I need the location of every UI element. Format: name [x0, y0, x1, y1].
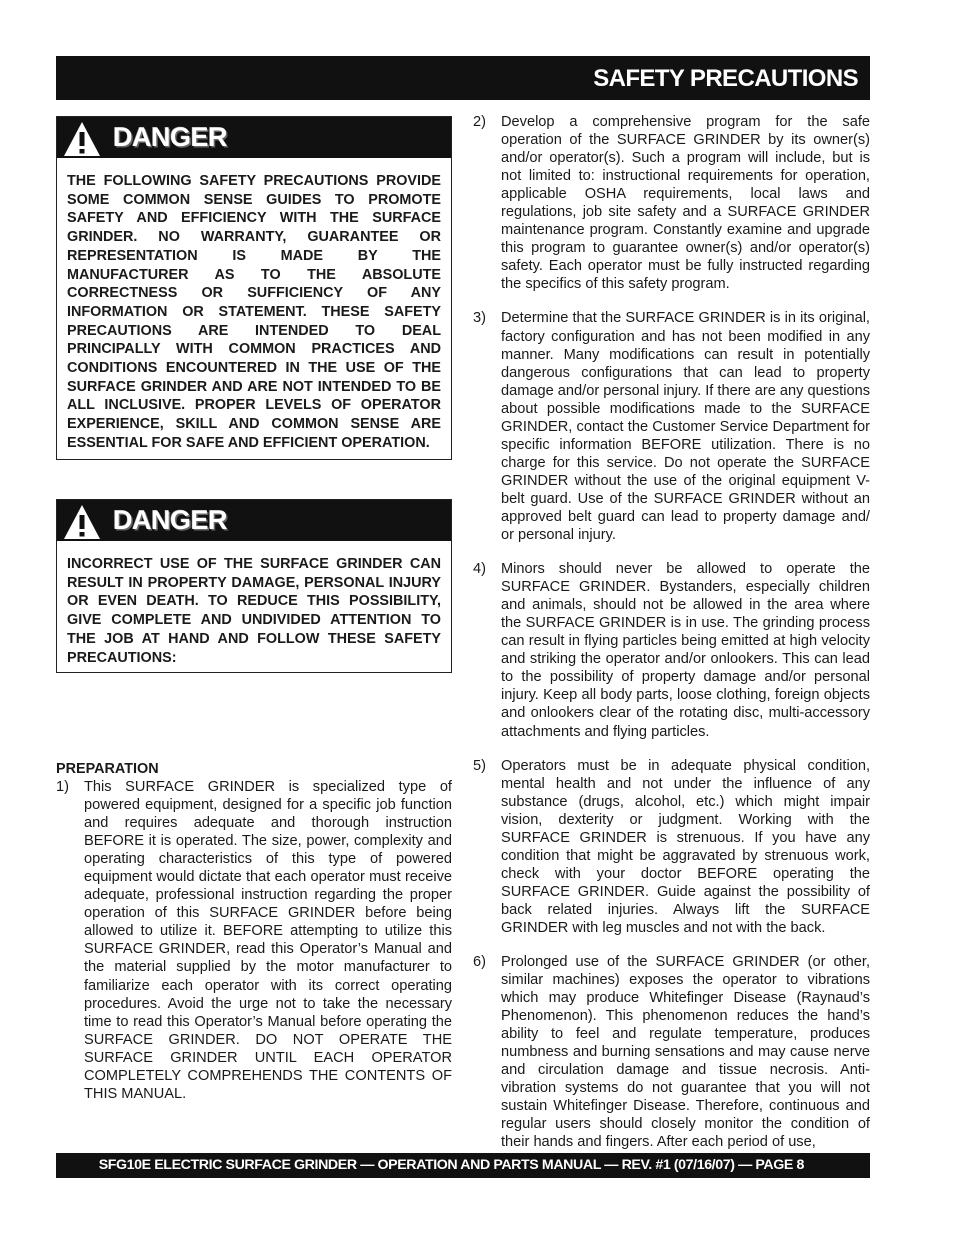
item-number: 4): [473, 561, 486, 578]
list-item: [473, 113, 870, 293]
item-number: 5): [473, 757, 486, 774]
item-text: Minors should never be allowed to operate the SURFACE GRINDER. Bystanders, especially children and animals, should not be allowed in the area where the SURFACE GRINDER is in use. The grinding process can result in flying particles being emitted at high velocity and striking the operator and/or onlookers. This can lead to the possibility of property damage and/or personal injury. Keep all body parts, loose clothing, foreign objects and onlookers clear of the rotating disc, multi-accessory attachments and flying particles.: [501, 561, 870, 740]
danger-text: INCORRECT USE OF THE SURFACE GRINDER CAN RESULT IN PROPERTY DAMAGE, PERSONAL INJURY OR EVEN DEATH. TO REDUCE THIS POSSIBILITY, GIVE COMPLETE AND UNDIVIDED ATTENTION TO THE JOB AT HAND AND FOLLOW THESE SAFETY PRECAUTIONS:: [67, 556, 441, 666]
item-number: 1): [56, 779, 69, 795]
list-item: [473, 309, 870, 544]
danger-label: DANGER: [113, 122, 228, 152]
item-text: Prolonged use of the SURFACE GRINDER (or other, similar machines) exposes the operator to vibrations which may produce Whitefinger Disease (Raynaud’s Phenomenon). This phenomenon reduces the hand’s ability to feel and regulate temperature, produces numbness and burning sensations and may cause nerve and circulation damage and tissue necrosis. Anti-vibration systems do not guarantee that you will not sustain Whitefinger Disease. Therefore, continuous and regular users should closely monitor the condition of their hands and fingers. After each period of use,: [501, 954, 870, 1151]
footer-text: SFG10E ELECTRIC SURFACE GRINDER — OPERATION AND PARTS MANUAL — REV. #1 (07/16/07) — PAGE 8: [98, 1157, 804, 1173]
list-item: [473, 560, 870, 740]
warning-triangle-icon: [63, 121, 101, 157]
danger-label: DANGER: [113, 505, 228, 535]
danger-box-disclaimer: [56, 116, 452, 460]
list-item: [473, 757, 870, 937]
item-number: 6): [473, 954, 486, 971]
item-text: This SURFACE GRINDER is specialized type of powered equipment, designed for a specific job function and requires adequate and thorough instruction BEFORE it is operated. The size, power, complexity and operating characteristics of this type of powered equipment would dictate that each operator must receive adequate, professional instruction regarding the proper operation of this SURFACE GRINDER before being allowed to utilize it. BEFORE attempting to utilize this SURFACE GRINDER, read this Operator’s Manual and the material supplied by the motor manufacturer to familiarize each operator with its correct operating procedures. Avoid the urge not to take the necessary time to read this Operator’s Manual before operating the SURFACE GRINDER. DO NOT OPERATE THE SURFACE GRINDER UNTIL EACH OPERATOR COMPLETELY COMPREHENDS THE CONTENTS OF THIS MANUAL.: [84, 779, 452, 1102]
section-heading: PREPARATION: [56, 761, 159, 777]
item-text: Determine that the SURFACE GRINDER is in its original, factory configuration and has not been modified in any manner. Many modifications can result in potentially dangerous configurations that can lead to property damage and/or personal injury. If there are any questions about possible modifications made to the SURFACE GRINDER, contact the Customer Service Department for specific information BEFORE utilization. There is no charge for this service. Do not operate the SURFACE GRINDER without the use of the original equipment V-belt guard. Use of the SURFACE GRINDER without an approved belt guard can lead to property damage and/ or personal injury.: [501, 310, 870, 544]
page-footer-bar: [56, 1153, 870, 1178]
item-text: Develop a comprehensive program for the safe operation of the SURFACE GRINDER by its owner(s) and/or operator(s). Such a program will include, but is not limited to: instructional requirements for operation, applicable OSHA requirements, local laws and regulations, job site safety and a SURFACE GRINDER maintenance program. Constantly examine and upgrade this program to guarantee owner(s) and/or operator(s) safety. Each operator must be fully instructed regarding the specifics of this safety program.: [501, 114, 870, 293]
preparation-section: [56, 760, 452, 1103]
list-item: [56, 778, 452, 1103]
item-number: 2): [473, 114, 486, 130]
page-header-bar: [56, 56, 870, 100]
danger-box-incorrect-use: [56, 499, 452, 673]
danger-text: THE FOLLOWING SAFETY PRECAUTIONS PROVIDE SOME COMMON SENSE GUIDES TO PROMOTE SAFETY AND EFFICIENCY WITH THE SURFACE GRINDER. NO WARRANTY, GUARANTEE OR REPRESENTATION IS MADE BY THE MANUFACTURER AS TO THE ABSOLUTE CORRECTNESS OR SUFFICIENCY OF ANY INFORMATION OR STATEMENT. THESE SAFETY PRECAUTIONS ARE INTENDED TO DEAL PRINCIPALLY WITH COMMON PRACTICES AND CONDITIONS ENCOUNTERED IN THE USE OF THE SURFACE GRINDER AND ARE NOT INTENDED TO BE ALL INCLUSIVE. PROPER LEVELS OF OPERATOR EXPERIENCE, SKILL AND COMMON SENSE ARE ESSENTIAL FOR SAFE AND EFFICIENT OPERATION.: [67, 173, 441, 451]
page-title: SAFETY PRECAUTIONS: [593, 65, 858, 92]
item-text: Operators must be in adequate physical condition, mental health and not under the influence of any substance (drugs, alcohol, etc.) which might impair vision, dexterity or judgment. Working with the SURFACE GRINDER is strenuous. If you have any condition that might be aggravated by strenuous work, check with your doctor BEFORE operating the SURFACE GRINDER. Guide against the possibility of back related injuries. Always lift the SURFACE GRINDER with leg muscles and not with the back.: [501, 757, 870, 936]
danger-header: [57, 117, 451, 158]
danger-header: [57, 500, 451, 541]
item-number: 3): [473, 310, 486, 327]
preparation-continued: [473, 113, 870, 1168]
list-item: [473, 953, 870, 1152]
warning-triangle-icon: [63, 504, 101, 540]
